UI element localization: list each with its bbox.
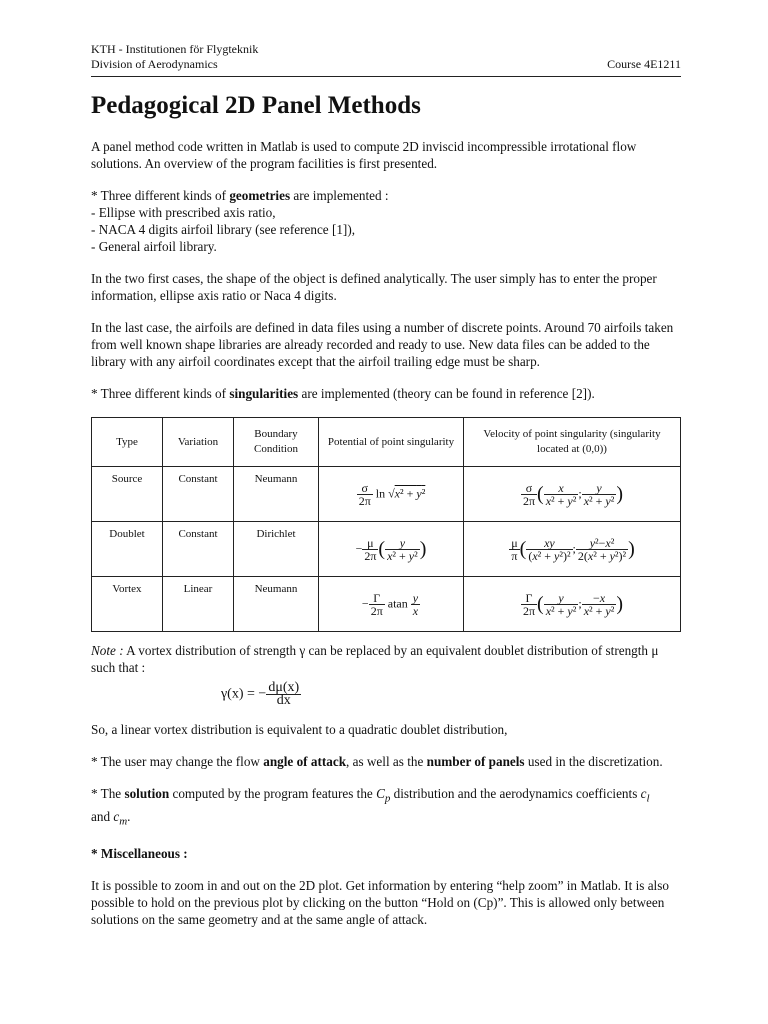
table-header-cell: Potential of point singularity	[319, 418, 464, 467]
geometry-item: - General airfoil library.	[91, 239, 217, 254]
equation-numerator: dμ(x)	[268, 680, 300, 695]
table-header-cell: Variation	[163, 418, 234, 467]
singularities-table	[91, 417, 681, 632]
misc-paragraph: It is possible to zoom in and out on the 2D plot. Get information by entering “help zoom” in Matlab. It is also possible to hold on the previous plot by clicking on the button “Hold on (Cp)”. This is allowed only between solutions on the same geometry and at the same angle of attack.	[91, 878, 669, 928]
source-potential-formula: $\frac{\sigma}{2\pi}$ ln √x² + y²	[319, 467, 464, 522]
table-cell: Constant	[163, 467, 234, 522]
header-rule	[91, 76, 681, 77]
table-cell: Dirichlet	[234, 522, 319, 577]
last-case-paragraph: In the last case, the airfoils are defined in data files using a number of discrete points. Around 70 airfoils taken from well known shape libraries are already recorded and ready to use. New data files can be added to the library with any airfoil coordinates except that the airfoil trailing edge must be sharp.	[91, 320, 674, 369]
table-header-cell: Type	[92, 418, 163, 467]
header-division: Division of Aerodynamics	[91, 57, 218, 71]
cm-subscript: m	[119, 815, 128, 828]
geometries-section	[91, 187, 681, 255]
table-cell: Source	[92, 467, 163, 522]
cl-symbol: c	[640, 786, 647, 801]
note-paragraph	[91, 642, 681, 676]
cp-symbol: C	[376, 786, 385, 801]
aoa-bold-panels: number of panels	[426, 754, 525, 769]
geometry-item: - Ellipse with prescribed axis ratio,	[91, 205, 276, 220]
singularities-pre: * Three different kinds of	[91, 386, 230, 401]
aoa-paragraph	[91, 753, 681, 770]
table-row	[92, 522, 681, 577]
aoa-bold-angle: angle of attack	[263, 754, 347, 769]
aoa-post: used in the discretization.	[524, 754, 663, 769]
solution-bold: solution	[124, 786, 170, 801]
header-course: Course 4E1211	[607, 57, 681, 71]
note-text: A vortex distribution of strength γ can be replaced by an equivalent doublet distribution of strength μ such that :	[91, 643, 659, 675]
singularities-heading	[91, 385, 681, 402]
table-cell: Doublet	[92, 522, 163, 577]
table-header-row	[92, 418, 681, 467]
document-body	[91, 138, 681, 943]
aoa-pre: * The user may change the flow	[91, 754, 264, 769]
geometries-heading	[91, 187, 681, 204]
table-cell: Neumann	[234, 577, 319, 632]
solution-pre: * The	[91, 786, 125, 801]
source-velocity-formula: $\frac{\sigma}{2\pi}$ ( $\frac{x}{\text{x² + y²}}$ ; $\frac{y}{\text{x² + y²}}$ )	[464, 467, 681, 522]
doublet-velocity-formula: $\frac{\mu}{\pi}$ ( $\frac{xy}{\text{(x² + y²)²}}$ ; $\frac{\text{y²−x²}}{\text{2(x² + y²)²}}$ )	[464, 522, 681, 577]
header-institution: KTH - Institutionen för Flygteknik	[91, 42, 259, 56]
table-cell: Linear	[163, 577, 234, 632]
note-label: Note :	[91, 643, 124, 658]
equation-lhs: γ(x) = −	[221, 686, 267, 702]
vortex-doublet-equation	[221, 682, 681, 707]
geometry-item: - NACA 4 digits airfoil library (see reference [1]),	[91, 222, 356, 237]
geometries-bold: geometries	[229, 188, 291, 203]
linear-vortex-paragraph: So, a linear vortex distribution is equivalent to a quadratic doublet distribution,	[91, 722, 508, 737]
table-header-cell: Velocity of point singularity (singularity located at (0,0))	[464, 418, 681, 467]
vortex-potential-formula: − $\frac{\Gamma}{2\pi}$ atan $\frac{y}{x}$	[319, 577, 464, 632]
table-header-cell: Boundary Condition	[234, 418, 319, 467]
table-cell: Vortex	[92, 577, 163, 632]
table-cell: Constant	[163, 522, 234, 577]
intro-paragraph: A panel method code written in Matlab is used to compute 2D inviscid incompressible irrotational flow solutions. An overview of the program facilities is first presented.	[91, 139, 637, 171]
vortex-velocity-formula: $\frac{\Gamma}{2\pi}$ ( $\frac{y}{\text{x² + y²}}$ ; $\frac{-x}{\text{x² + y²}}$ )	[464, 577, 681, 632]
cm-symbol: c	[113, 808, 120, 824]
solution-mid: computed by the program features the	[169, 786, 377, 801]
table-row	[92, 577, 681, 632]
misc-heading	[91, 845, 681, 862]
singularities-bold: singularities	[229, 386, 299, 401]
solution-end: .	[127, 808, 131, 824]
table-row	[92, 467, 681, 522]
singularities-post: are implemented (theory can be found in reference [2]).	[298, 386, 595, 401]
first-cases-paragraph: In the two first cases, the shape of the object is defined analytically. The user simply has to enter the proper information, ellipse axis ratio or Naca 4 digits.	[91, 271, 657, 303]
misc-bold: * Miscellaneous :	[91, 846, 188, 862]
geometries-post: are implemented :	[290, 188, 389, 203]
equation-denominator: dx	[276, 693, 291, 708]
page-header	[91, 42, 681, 72]
cl-subscript: l	[646, 792, 650, 805]
solution-paragraph	[91, 785, 681, 830]
aoa-mid: , as well as the	[346, 754, 427, 769]
solution-mid2: distribution and the aerodynamics coefficients	[390, 786, 641, 801]
cp-subscript: p	[384, 792, 391, 805]
table-cell: Neumann	[234, 467, 319, 522]
doublet-potential-formula: − $\frac{\mu}{2\pi}$ ( $\frac{y}{\text{x² + y²}}$ )	[319, 522, 464, 577]
geometries-pre: * Three different kinds of	[91, 188, 230, 203]
solution-and: and	[91, 808, 114, 824]
document-title: Pedagogical 2D Panel Methods	[91, 92, 421, 119]
